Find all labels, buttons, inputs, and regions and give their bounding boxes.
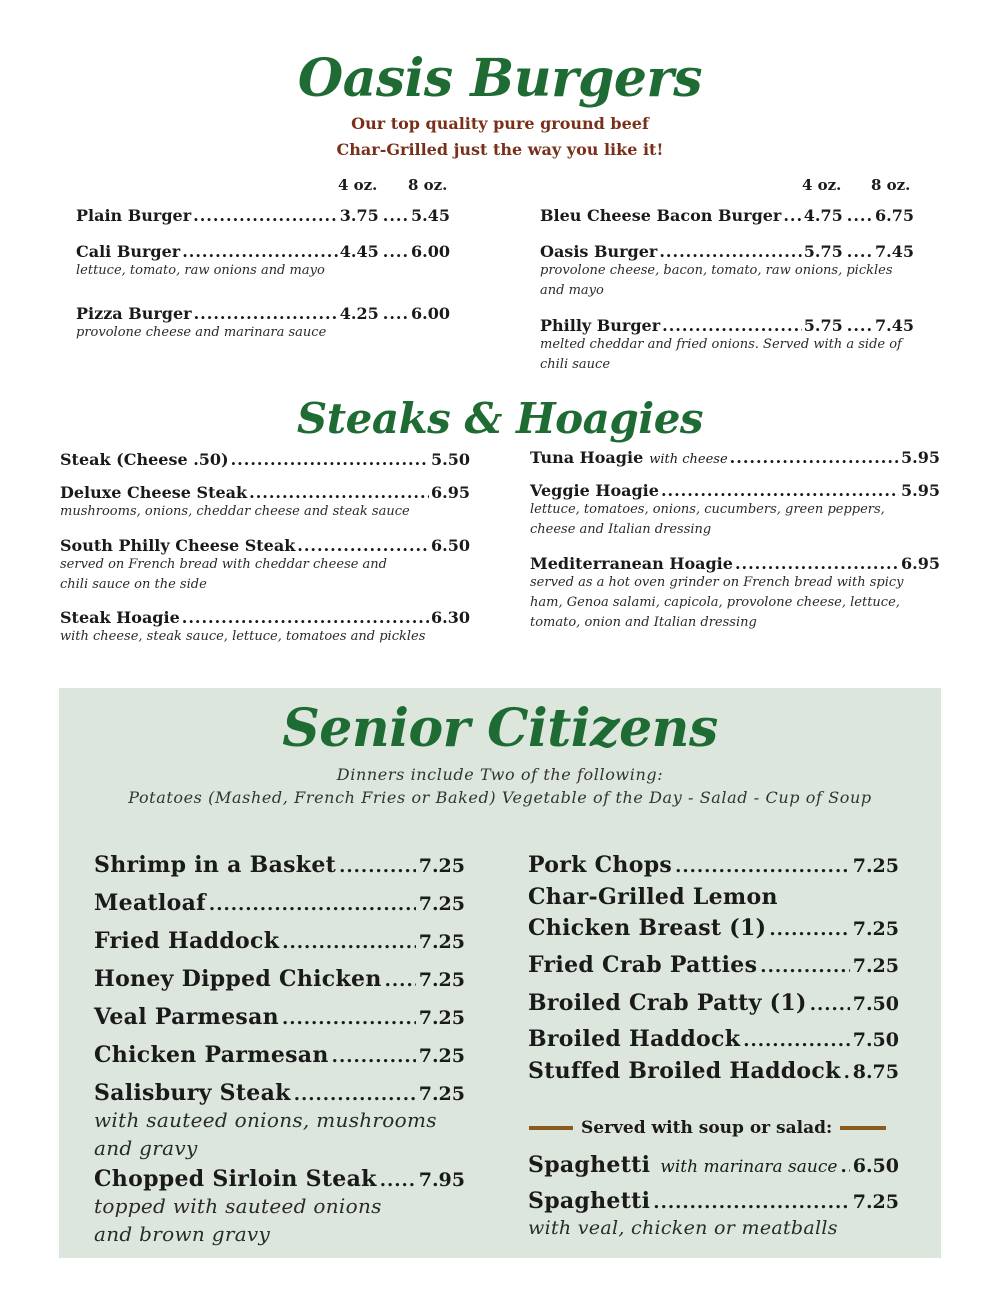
item-price: 7.25 [852,918,899,940]
menu-item [60,608,470,647]
item-name: Veal Parmesan [94,1004,279,1030]
item-description: melted cheddar and fried onions. Served with a side of chili sauce [540,337,902,372]
item-name: Cali Burger [76,242,181,261]
item-price: 6.30 [431,608,470,627]
item-name: Spaghetti [528,1152,651,1178]
item-name: Pork Chops [528,852,673,878]
item-name: Broiled Crab Patty (1) [528,990,807,1016]
item-description: served as a hot oven grinder on French bread with spicy ham, Genoa salami, capicola, provolone cheese, lettuce, tomato, onion and Italian dressing [530,575,904,630]
menu-item [528,952,899,978]
price-8oz: 7.45 [875,316,914,335]
menu-item: Cali Burger ..... 4.45 .... 6.00 lettuce, tomato, raw onions and mayo [76,242,450,281]
item-description: with cheese, steak sauce, lettuce, tomatoes and pickles [60,629,426,644]
item-price: 7.25 [418,1083,465,1105]
menu-item [528,1188,899,1242]
menu-item [530,448,940,467]
item-name: Meatloaf [94,890,206,916]
menu-item [530,554,940,633]
served-with-label: Served with soup or salad: [581,1118,833,1138]
size-4oz-label: 4 oz. [338,176,378,194]
item-price: 5.50 [431,450,470,469]
item-description: lettuce, tomatoes, onions, cucumbers, green peppers, cheese and Italian dressing [530,502,885,537]
item-price: 7.25 [418,1007,465,1029]
item-price: 8.75 [852,1061,899,1083]
senior-title: Senior Citizens [282,698,718,759]
item-description: and gravy [94,1136,198,1160]
steaks-title: Steaks & Hoagies [296,394,704,443]
divider-bar [529,1126,573,1130]
menu-item [528,915,899,941]
item-name: Steak Hoagie [60,608,180,627]
item-name: Mediterranean Hoagie [530,554,733,573]
price-4oz: 4.25 [339,304,379,323]
price-8oz: 6.75 [875,206,914,225]
item-name: Oasis Burger [540,242,658,261]
item-description: served on French bread with cheddar cheese and chili sauce on the side [60,557,388,592]
item-name: Pizza Burger [76,304,192,323]
menu-item [530,481,940,540]
menu-item [94,1004,465,1030]
item-name: Philly Burger [540,316,661,335]
item-name: Tuna Hoagie [530,448,644,467]
menu-item [528,1152,899,1178]
menu-item [94,1042,465,1068]
item-name: Shrimp in a Basket [94,852,337,878]
menu-item: Oasis Burger ..... 5.75 .... 7.45 provolone cheese, bacon, tomato, raw onions, pickles and mayo [540,242,914,301]
item-name: Deluxe Cheese Steak [60,483,248,502]
menu-item: Philly Burger ..... 5.75 .... 7.45 melted cheddar and fried onions. Served with a side of chili sauce [540,316,914,375]
item-price: 6.95 [431,483,470,502]
divider-bar [840,1126,886,1130]
menu-item [94,1080,465,1162]
item-name: Fried Crab Patties [528,952,758,978]
price-4oz: 3.75 [339,206,379,225]
item-price: 7.95 [418,1169,465,1191]
served-with-divider [529,1116,911,1140]
menu-item [60,536,470,595]
item-price: 6.50 [431,536,470,555]
size-8oz-label: 8 oz. [408,176,448,194]
item-description: topped with sauteed onions [94,1194,382,1218]
item-price: 5.95 [901,481,940,500]
price-4oz: 4.75 [803,206,843,225]
menu-item [528,1026,899,1052]
item-description: with veal, chicken or meatballs [528,1217,838,1239]
burgers-title: Oasis Burgers [297,48,703,109]
menu-item: Pizza Burger ..... 4.25 .... 6.00 provolone cheese and marinara sauce [76,304,450,343]
item-name: Bleu Cheese Bacon Burger [540,206,782,225]
item-price: 7.25 [418,969,465,991]
size-8oz-label: 8 oz. [871,176,911,194]
item-description: mushrooms, onions, cheddar cheese and steak sauce [60,504,410,519]
item-description: provolone cheese, bacon, tomato, raw onions, pickles and mayo [540,263,893,298]
item-description: and brown gravy [94,1222,271,1246]
item-note: with cheese [649,452,728,467]
item-name: Honey Dipped Chicken [94,966,382,992]
item-name: Salisbury Steak [94,1080,291,1106]
price-4oz: 5.75 [803,316,843,335]
item-price: 7.25 [418,893,465,915]
item-name: Char-Grilled Lemon [528,884,778,910]
item-price: 7.25 [418,1045,465,1067]
menu-item [528,884,899,910]
senior-note-1: Dinners include Two of the following: [336,765,664,784]
item-name: Fried Haddock [94,928,280,954]
menu-item [528,990,899,1016]
menu-item [60,483,470,522]
item-name: Stuffed Broiled Haddock [528,1058,841,1084]
price-8oz: 6.00 [411,304,450,323]
item-price: 7.25 [418,931,465,953]
menu-item: Plain Burger ..... 3.75 .... 5.45 [76,206,450,225]
item-price: 7.25 [418,855,465,877]
menu-item [528,1058,899,1084]
price-8oz: 5.45 [411,206,450,225]
item-name: South Philly Cheese Steak [60,536,296,555]
item-price: 7.50 [852,993,899,1015]
price-8oz: 7.45 [875,242,914,261]
burgers-tagline-1: Our top quality pure ground beef [351,114,649,133]
menu-item [94,928,465,954]
price-4oz: 4.45 [339,242,379,261]
item-price: 7.25 [852,1191,899,1213]
item-description: with sauteed onions, mushrooms [94,1108,437,1132]
burgers-tagline-2: Char-Grilled just the way you like it! [336,140,664,159]
item-name: Chicken Parmesan [94,1042,329,1068]
item-name: Broiled Haddock [528,1026,741,1052]
item-price: 7.25 [852,855,899,877]
item-price: 6.50 [852,1155,899,1177]
menu-item: Bleu Cheese Bacon Burger ..... 4.75 .... 6.75 [540,206,914,225]
price-4oz: 5.75 [803,242,843,261]
menu-item [94,890,465,916]
item-price: 7.25 [852,955,899,977]
item-price: 5.95 [901,448,940,467]
menu-item [60,450,470,469]
menu-item [94,1166,465,1248]
item-name: Steak (Cheese .50) [60,450,229,469]
item-name: Spaghetti [528,1188,651,1214]
size-4oz-label: 4 oz. [802,176,842,194]
item-description: lettuce, tomato, raw onions and mayo [76,263,325,278]
item-note: with marinara sauce [660,1157,838,1177]
senior-note-2: Potatoes (Mashed, French Fries or Baked) Vegetable of the Day - Salad - Cup of Soup [128,788,872,807]
item-price: 7.50 [852,1029,899,1051]
menu-item [94,966,465,992]
price-8oz: 6.00 [411,242,450,261]
item-name: Plain Burger [76,206,192,225]
menu-item [528,852,899,878]
item-name: Veggie Hoagie [530,481,659,500]
item-price: 6.95 [901,554,940,573]
item-name: Chicken Breast (1) [528,915,767,941]
item-name: Chopped Sirloin Steak [94,1166,377,1192]
menu-item [94,852,465,878]
item-description: provolone cheese and marinara sauce [76,325,327,340]
